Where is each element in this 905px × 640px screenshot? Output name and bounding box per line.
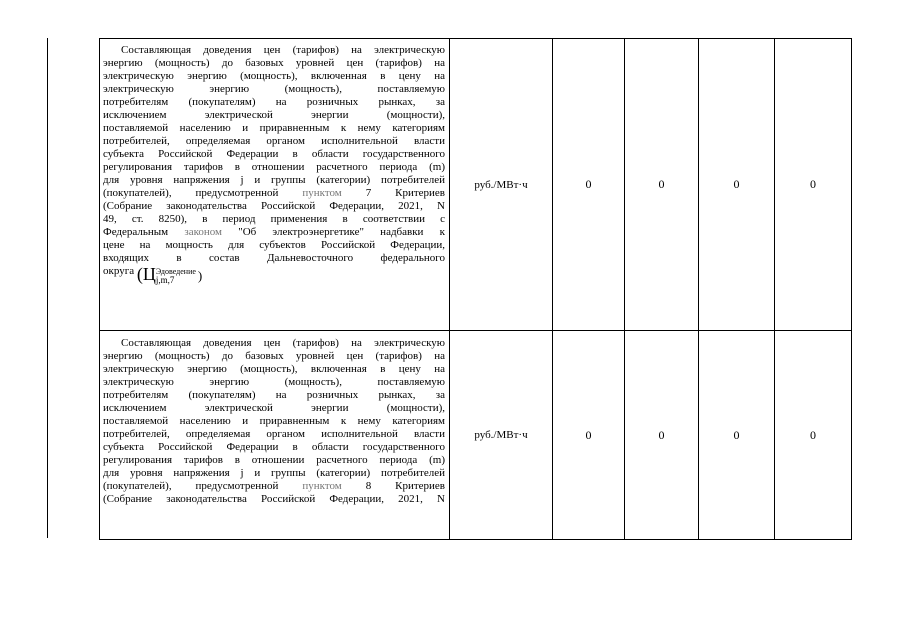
- description-line: потребителям (покупателям) на розничных рынках, за: [103, 96, 445, 108]
- description-line: исключением электрической энергии (мощности),: [103, 402, 445, 414]
- tariff-table: [99, 38, 852, 540]
- value-cell: 0: [775, 39, 852, 331]
- table-row: [100, 331, 852, 540]
- value-cell: 0: [775, 331, 852, 540]
- description-line: округа (Ц Эдоведение j,m,7 ): [103, 264, 203, 285]
- description-line: поставляемой населению и приравненным к нему категориям: [103, 415, 445, 427]
- table-row: [100, 39, 852, 331]
- description-line: исключением электрической энергии (мощности),: [103, 109, 445, 121]
- zakon-link[interactable]: законом: [184, 226, 222, 238]
- value-cell: 0: [625, 331, 699, 540]
- description-line: (покупателей), предусмотренной пунктом 7 Критериев: [103, 187, 445, 199]
- description-line: электрическую энергию (мощность), поставляемую: [103, 83, 445, 95]
- description-line: для уровня напряжения j и группы (категории) потребителей: [103, 467, 445, 479]
- punkt-link[interactable]: пунктом: [302, 480, 342, 492]
- description-line: 49, ст. 8250), в период применения в соответствии с: [103, 213, 445, 225]
- unit-cell: руб./МВт·ч: [450, 39, 553, 331]
- punkt-link[interactable]: пунктом: [302, 187, 342, 199]
- row-description: [100, 39, 450, 331]
- price-formula: (Ц Эдоведение j,m,7 ): [136, 264, 203, 285]
- description-line: энергию (мощность) до базовых уровней цен (тарифов) на: [103, 57, 445, 69]
- description-line: потребителей, определяемая органом исполнительной власти: [103, 135, 445, 147]
- row-description: [100, 331, 450, 540]
- description-line: входящих в состав Дальневосточного федерального: [103, 252, 445, 264]
- description-line: субъекта Российской Федерации в области государственного: [103, 148, 445, 160]
- description-line: потребителей, определяемая органом исполнительной власти: [103, 428, 445, 440]
- description-line: (покупателей), предусмотренной пунктом 8 Критериев: [103, 480, 445, 492]
- description-line: Составляющая доведения цен (тарифов) на электрическую: [121, 44, 445, 56]
- description-line: Составляющая доведения цен (тарифов) на электрическую: [121, 337, 445, 349]
- description-line: потребителям (покупателям) на розничных рынках, за: [103, 389, 445, 401]
- left-margin-line: [47, 38, 48, 538]
- description-line: (Собрание законодательства Российской Федерации, 2021, N: [103, 200, 445, 212]
- description-line: энергию (мощность) до базовых уровней цен (тарифов) на: [103, 350, 445, 362]
- description-line: поставляемой населению и приравненным к нему категориям: [103, 122, 445, 134]
- value-cell: 0: [699, 331, 775, 540]
- value-cell: 0: [553, 331, 625, 540]
- description-line: Федеральным законом "Об электроэнергетике" надбавки к: [103, 226, 445, 238]
- description-line: субъекта Российской Федерации в области государственного: [103, 441, 445, 453]
- description-line: регулирования тарифов в отношении расчетного периода (m): [103, 161, 445, 173]
- description-line: (Собрание законодательства Российской Федерации, 2021, N: [103, 493, 445, 505]
- description-line: электрическую энергию (мощность), поставляемую: [103, 376, 445, 388]
- description-line: для уровня напряжения j и группы (категории) потребителей: [103, 174, 445, 186]
- value-cell: 0: [553, 39, 625, 331]
- value-cell: 0: [625, 39, 699, 331]
- value-cell: 0: [699, 39, 775, 331]
- unit-cell: руб./МВт·ч: [450, 331, 553, 540]
- description-line: электрическую энергию (мощность), включенная в цену на: [103, 70, 445, 82]
- description-line: регулирования тарифов в отношении расчетного периода (m): [103, 454, 445, 466]
- description-line: цене на мощность для субъектов Российской Федерации,: [103, 239, 445, 251]
- description-line: электрическую энергию (мощность), включенная в цену на: [103, 363, 445, 375]
